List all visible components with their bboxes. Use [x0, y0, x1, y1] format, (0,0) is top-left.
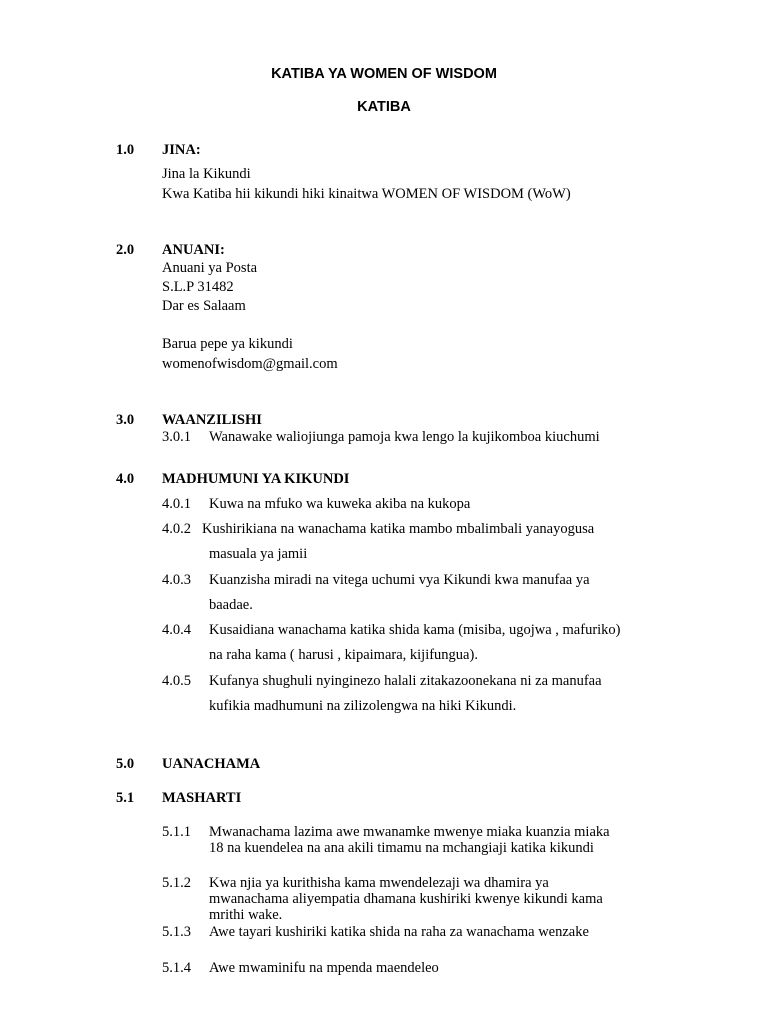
item-text-continued: mwanachama aliyempatia dhamana kushiriki kwenye kikundi kama [209, 891, 603, 907]
section-number: 4.0 [116, 471, 135, 487]
section-text: Jina la Kikundi [162, 166, 251, 182]
section-heading: JINA: [162, 142, 201, 158]
section-number: 5.0 [116, 756, 135, 772]
section-heading: ANUANI: [162, 242, 225, 258]
item-number: 4.0.2 [162, 521, 191, 537]
item-number: 5.1.2 [162, 875, 191, 891]
section-heading: UANACHAMA [162, 756, 261, 772]
email-text: womenofwisdom@gmail.com [162, 356, 338, 372]
item-text-continued: kufikia madhumuni na zilizolengwa na hiki Kikundi. [209, 698, 517, 714]
item-number: 4.0.3 [162, 572, 191, 588]
item-number: 3.0.1 [162, 429, 191, 445]
item-number: 4.0.4 [162, 622, 191, 638]
subsection-number: 5.1 [116, 790, 135, 806]
section-text: S.L.P 31482 [162, 279, 234, 295]
item-text: Kushirikiana na wanachama katika mambo mbalimbali yanayogusa [202, 521, 595, 537]
item-number: 5.1.4 [162, 960, 191, 976]
item-text: Kuwa na mfuko wa kuweka akiba na kukopa [209, 496, 471, 512]
item-text-continued: masuala ya jamii [209, 546, 308, 562]
item-text-continued: mrithi wake. [209, 907, 283, 923]
item-text: Mwanachama lazima awe mwanamke mwenye miaka kuanzia miaka [209, 824, 610, 840]
item-text-continued: 18 na kuendelea na ana akili timamu na mchangiaji katika kikundi [209, 840, 594, 856]
section-number: 2.0 [116, 242, 135, 258]
section-text: Kwa Katiba hii kikundi hiki kinaitwa WOMEN OF WISDOM (WoW) [162, 186, 571, 202]
item-text-continued: baadae. [209, 597, 253, 613]
item-text: Awe mwaminifu na mpenda maendeleo [209, 960, 439, 976]
item-number: 5.1.3 [162, 924, 191, 940]
item-text: Awe tayari kushiriki katika shida na raha za wanachama wenzake [209, 924, 589, 940]
item-text: Kuanzisha miradi na vitega uchumi vya Kikundi kwa manufaa ya [209, 572, 590, 588]
item-text-continued: na raha kama ( harusi , kipaimara, kijifungua). [209, 647, 478, 663]
item-text: Kwa njia ya kurithisha kama mwendelezaji wa dhamira ya [209, 875, 549, 891]
document-subtitle: KATIBA [357, 99, 411, 115]
section-text: Anuani ya Posta [162, 260, 258, 276]
section-text: Dar es Salaam [162, 298, 246, 314]
item-text: Wanawake waliojiunga pamoja kwa lengo la kujikomboa kiuchumi [209, 429, 600, 445]
section-heading: MADHUMUNI YA KIKUNDI [162, 471, 350, 487]
subsection-heading: MASHARTI [162, 790, 242, 806]
item-number: 4.0.1 [162, 496, 191, 512]
item-text: Kusaidiana wanachama katika shida kama (misiba, ugojwa , mafuriko) [209, 622, 621, 638]
document-title: KATIBA YA WOMEN OF WISDOM [271, 66, 497, 82]
item-number: 5.1.1 [162, 824, 191, 840]
section-number: 1.0 [116, 142, 135, 158]
item-text: Kufanya shughuli nyinginezo halali zitakazoonekana ni za manufaa [209, 673, 602, 689]
item-number: 4.0.5 [162, 673, 191, 689]
section-text: Barua pepe ya kikundi [162, 336, 293, 352]
section-number: 3.0 [116, 412, 135, 428]
section-heading: WAANZILISHI [162, 412, 262, 428]
